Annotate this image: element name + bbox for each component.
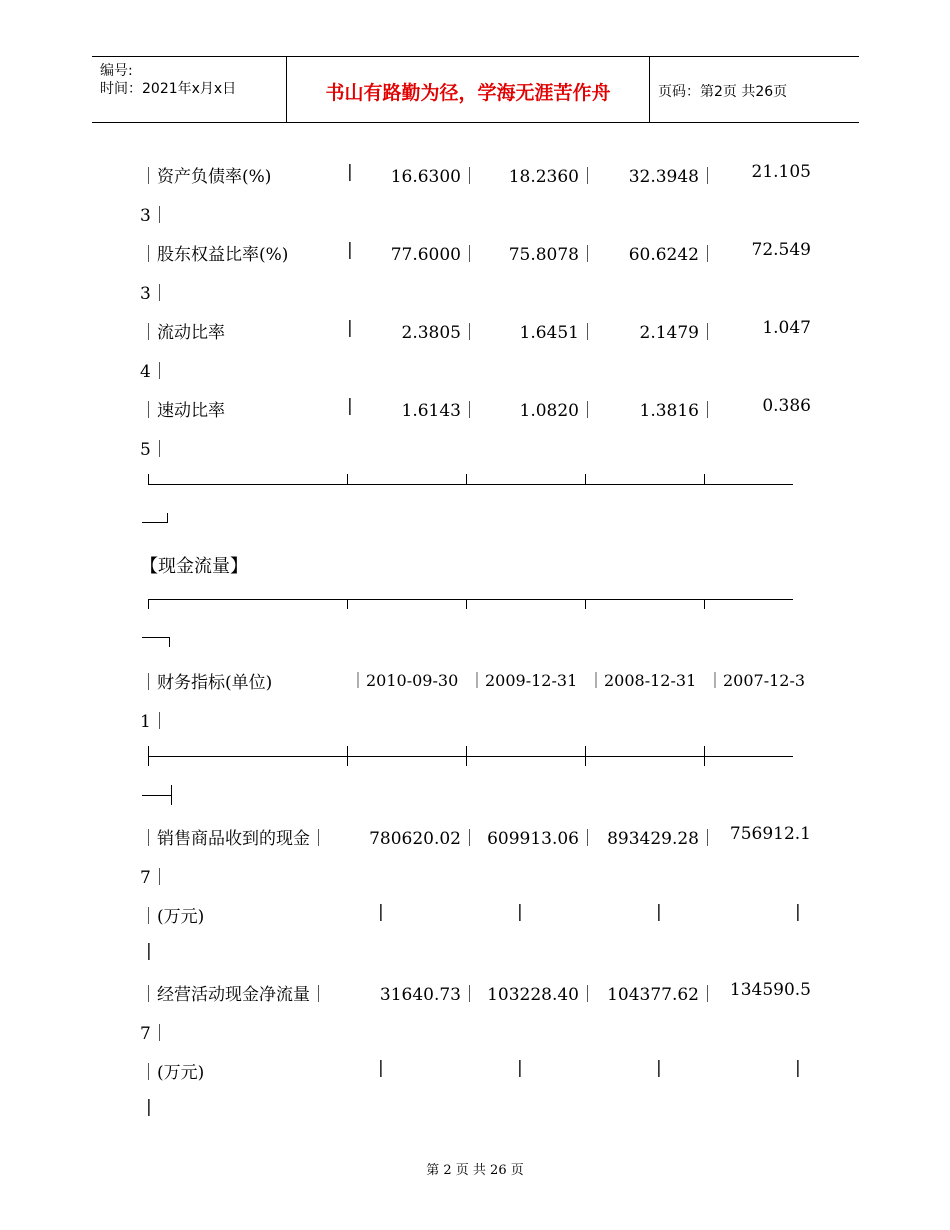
ratio-value: 1.3816｜ [639, 401, 716, 421]
header-motto: 书山有路勤为径，学海无涯苦作舟 [325, 82, 611, 104]
cash-row-wrap: 7｜ [140, 868, 168, 888]
ratio-name: ｜股东权益比率(%) [140, 245, 289, 265]
header-cell-date: ｜2009-12-31 [469, 671, 578, 690]
cash-row-sep: | [795, 902, 801, 922]
cash-row-sep: | [656, 902, 662, 922]
cash-row-wrap: 7｜ [140, 1024, 168, 1044]
header-cell-date: ｜2010-09-30 [350, 671, 459, 690]
header-bottom-rule [92, 122, 859, 123]
cash-row-value: 103228.40｜ [487, 985, 596, 1005]
cash-row-sep: | [378, 902, 384, 922]
header-cell-date: ｜2008-12-31 [588, 671, 697, 690]
cash-row-unit: ｜(万元) [140, 1063, 205, 1083]
cash-row-name: ｜销售商品收到的现金｜ [140, 829, 327, 849]
cash-row-value: 104377.62｜ [607, 985, 716, 1005]
cash-row-name: ｜经营活动现金净流量｜ [140, 985, 327, 1005]
ratio-value: 16.6300｜ [390, 167, 478, 187]
ratio-value: 1.047 [762, 318, 811, 338]
ratio-value: 21.105 [751, 162, 811, 182]
cash-row-sep: | [656, 1058, 662, 1078]
ratio-value: 72.549 [751, 240, 811, 260]
ratio-value: 77.6000｜ [390, 245, 478, 265]
ratio-value: 1.0820｜ [519, 401, 596, 421]
cash-row-sep: | [517, 1058, 523, 1078]
cash-row-sep: | [378, 1058, 384, 1078]
header-time-label: 时间：2021年x月x日 [100, 81, 237, 97]
header-cell-indicator: ｜财务指标(单位) [140, 673, 273, 693]
cash-row-sep: | [517, 902, 523, 922]
cash-row-sep: | [146, 941, 152, 961]
cash-row-value: 31640.73｜ [379, 985, 478, 1005]
header-number-label: 编号: [100, 63, 133, 79]
cash-row-value: 134590.5 [729, 980, 811, 1000]
header-divider-right [649, 57, 650, 122]
header-top-rule [92, 56, 859, 57]
cash-row-value: 756912.1 [729, 824, 811, 844]
ratio-name: ｜速动比率 [140, 401, 225, 421]
header-page-label: 页码：第2页 共26页 [658, 84, 788, 100]
cash-row-value: 780620.02｜ [369, 829, 478, 849]
ratio-value: 18.2360｜ [508, 167, 596, 187]
ratio-wrap: 5｜ [140, 440, 168, 460]
ratio-value: 60.6242｜ [628, 245, 716, 265]
ratio-wrap: 3｜ [140, 284, 168, 304]
header-row-wrap: 1｜ [140, 712, 168, 732]
cash-row-unit: ｜(万元) [140, 907, 205, 927]
ratio-sep: | [347, 162, 353, 182]
ratio-name: ｜流动比率 [140, 323, 225, 343]
ratio-value: 75.8078｜ [508, 245, 596, 265]
section-title-cash-flow: 【现金流量】 [140, 556, 248, 577]
ratio-value: 32.3948｜ [628, 167, 716, 187]
ratio-wrap: 4｜ [140, 362, 168, 382]
ratio-sep: | [347, 318, 353, 338]
cash-row-value: 609913.06｜ [487, 829, 596, 849]
ratio-sep: | [347, 396, 353, 416]
ratio-value: 1.6143｜ [401, 401, 478, 421]
cash-row-value: 893429.28｜ [607, 829, 716, 849]
ratio-value: 1.6451｜ [519, 323, 596, 343]
page-footer: 第 2 页 共 26 页 [426, 1163, 524, 1178]
ratio-value: 2.1479｜ [639, 323, 716, 343]
cash-row-sep: | [795, 1058, 801, 1078]
cash-row-sep: | [146, 1097, 152, 1117]
header-cell-date: ｜2007-12-3 [707, 671, 806, 690]
ratio-value: 0.386 [762, 396, 811, 416]
ratio-wrap: 3｜ [140, 206, 168, 226]
ratio-sep: | [347, 240, 353, 260]
ratio-name: ｜资产负债率(%) [140, 167, 272, 187]
ratio-value: 2.3805｜ [401, 323, 478, 343]
